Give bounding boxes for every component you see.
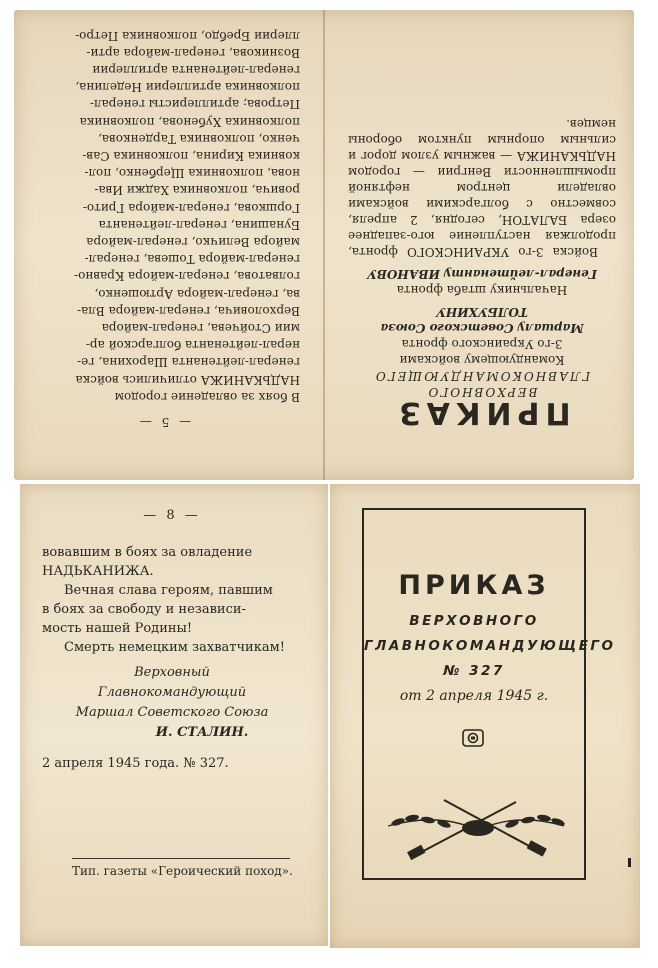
- page-5-line: ллерии Бребдо, полковника Петро-: [75, 28, 300, 43]
- fold-line: [323, 10, 325, 480]
- page-5-line: мии Стойчева, генерал-майора: [101, 320, 300, 335]
- cover-number: № 327: [443, 663, 505, 679]
- order-heading: ПРИКАЗ: [393, 395, 571, 430]
- page-5-line: голватова, генерал-майора Кравно-: [74, 269, 300, 284]
- page-5-line: ва, генерал-майора Артюшенко,: [94, 286, 300, 301]
- margin-mark: [628, 858, 631, 867]
- page-5-line: Верхоловича, генерал-майора Вла-: [77, 303, 300, 318]
- text-line: Смерть немецким захватчикам!: [64, 640, 285, 655]
- addressee-line: Начальнику штаба фронта: [396, 283, 568, 297]
- page-5-line: Горшкова, генерал-майора Грито-: [82, 200, 300, 215]
- divider: [72, 858, 290, 859]
- page-5-line: полковника артиллерии Неделина,: [75, 80, 300, 95]
- cover-date: от 2 апреля 1945 г.: [399, 688, 549, 704]
- text-line: вовавшим в боях за овладение: [42, 545, 253, 560]
- cover-line-1: ВЕРХОВНОГО: [409, 613, 539, 629]
- page-5-line: нова, полковника Щербенко, пол-: [84, 166, 300, 181]
- cover-title: ПРИКАЗ: [398, 570, 550, 601]
- signature-name: И. СТАЛИН.: [155, 725, 249, 740]
- order-subheading: ВЕРХОВНОГО: [426, 385, 538, 399]
- text-line: НАДЬКАНИЖА.: [42, 564, 154, 579]
- page-5-line: полковника Хубенова, полковника: [79, 114, 300, 129]
- signature-title: [42, 663, 302, 723]
- page-5-line: нерал-лейтенанта болгарской ар-: [85, 338, 300, 353]
- page-5-line: ченко, полковника Тарденкова,: [98, 131, 300, 146]
- page-5-line: В боях за овладение городом: [114, 389, 300, 404]
- page-5-line: Бунашина, генерал-лейтенанта: [98, 217, 300, 232]
- cover-frame: [362, 508, 616, 880]
- text-line: в боях за свободу и независи-: [42, 602, 246, 617]
- order-date-line: 2 апреля 1945 года. № 327.: [42, 756, 229, 771]
- signature-line: Верховный: [134, 665, 210, 680]
- page-8-text: [42, 506, 302, 773]
- page-5-line: генерал-лейтенанта артиллерии: [92, 62, 300, 77]
- page-5-line: ровича, полковника Хаджи Ива-: [94, 183, 300, 198]
- addressee-line: Генерал-лейтенанту ИВАНОВУ: [367, 267, 597, 281]
- printer-mark-icon: [461, 728, 485, 748]
- addressee-line: 3-го Украинского фронта: [401, 337, 563, 351]
- page-5-line: генерал-майора Тошева, генерал-: [84, 252, 300, 267]
- page-number: — 8 —: [143, 508, 201, 523]
- crossed-rifles-wreath-icon: [378, 792, 570, 864]
- page-5-line: генерал-лейтенанта Шарохина, ге-: [77, 355, 300, 370]
- signature-line: Маршал Советского Союза: [75, 705, 269, 720]
- addressee-line: ТОЛБУХИНУ: [436, 305, 528, 319]
- signature-line: Главнокомандующий: [97, 685, 247, 700]
- addressee-line: Маршалу Советского Союза: [380, 321, 584, 335]
- text-line: мость нашей Родины!: [42, 621, 193, 636]
- page-5-line: Петрова; артиллеристы генерал-: [89, 97, 300, 112]
- page-5-line: НАДЬКАНИЖА отличились войска: [75, 372, 300, 387]
- cover-line-2: ГЛАВНОКОМАНДУЮЩЕГО: [364, 638, 616, 654]
- page-5-line: Возникова, генерал-майора арти-: [86, 45, 300, 60]
- order-first-page: [348, 60, 616, 430]
- addressee-line: Командующему войсками: [399, 353, 565, 367]
- printer-imprint: Тип. газеты «Героический поход».: [72, 864, 293, 878]
- page-number: — 5 —: [136, 415, 192, 429]
- order-subheading-2: ГЛАВНОКОМАНДУЮЩЕГО: [373, 369, 591, 383]
- page-5-text: [28, 28, 300, 430]
- page-5-line: майора Величко, генерал-майора: [86, 234, 300, 249]
- page-5-line: ковника Кирина, полковника Сав-: [82, 148, 300, 163]
- text-line: Вечная слава героям, павшим: [64, 583, 273, 598]
- order-body: Войска 3-го УКРАИНСКОГО фронта, продолжая наступление юго-западнее озера БАЛАТОН, сегодня, 2 апреля, совместно с болгарскими войсками овладели центром нефтяной промышленности Венгрии — городом НАДЬКАНИЖА — важным узлом дорог и сильным опорным пунктом обороны немцев.: [348, 117, 616, 259]
